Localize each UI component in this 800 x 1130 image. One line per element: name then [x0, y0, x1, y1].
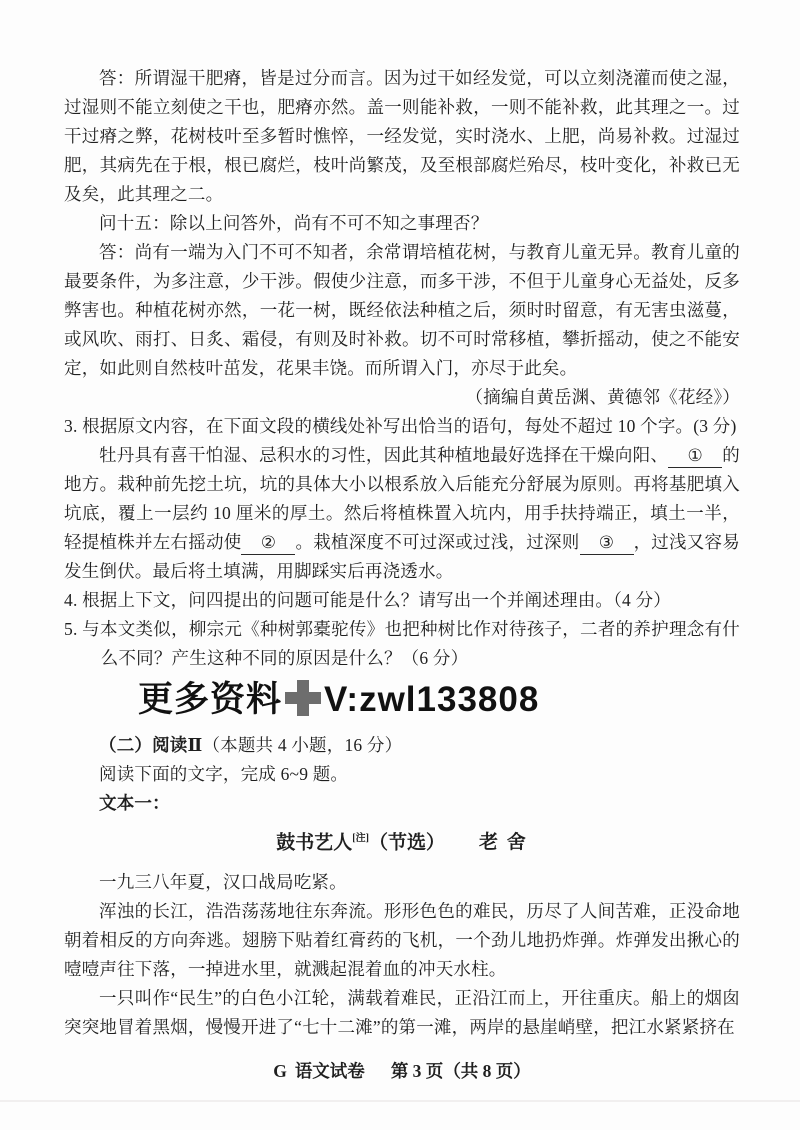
passage-title	[64, 824, 740, 858]
story-para-2: 浑浊的长江，浩浩荡荡地往东奔流。形形色色的难民，历尽了人间苦难，正没命地朝着相反的方向奔逃。翅膀下贴着红膏药的飞机，一个劲儿地扔炸弹。炸弹发出揪心的噎噎声往下落，一掉进水里，就溅起混着血的冲天水柱。	[64, 901, 740, 980]
passage-peony	[64, 441, 740, 586]
passage-question-15: 问十五：除以上问答外，尚有不可不知之事理否？	[99, 213, 489, 233]
passage-answer-damp-dry: 答：所谓湿干肥瘠，皆是过分而言。因为过干如经发觉，可以立刻浇灌而使之湿，过湿则不能立刻使之干也，肥瘠亦然。盖一则能补救，一则不能补救，此其理之一。过干过瘠之弊，花树枝叶至多暂时憔悴，一经发觉，实时浇水、上肥，尚易补救。过湿过肥，其病先在于根，根已腐烂，枝叶尚繁茂，及至根部腐烂殆尽，枝叶变化，补救已无及矣，此其理之二。	[64, 68, 740, 204]
page-footer	[64, 1058, 740, 1084]
question-4: 4. 根据上下文，问四提出的问题可能是什么？请写出一个并阐述理由。（4 分）	[64, 590, 671, 610]
peony-text-segment-1: 牡丹具有喜干怕湿、忌积水的习性，因此其种植地最好选择在干燥向阳、	[99, 445, 669, 465]
question-5: 5. 与本文类似，柳宗元《种树郭橐驼传》也把种树比作对待孩子，二者的养护理念有什么不同？产生这种不同的原因是什么？（6 分）	[64, 619, 740, 668]
title-subtitle: （节选）	[368, 832, 445, 854]
blank-2: ②	[241, 532, 295, 555]
section-heading-label: （二）阅读Ⅱ	[99, 735, 203, 755]
story-para-1: 一九三八年夏，汉口战局吃紧。	[99, 872, 347, 893]
section-heading-reading-2	[64, 731, 740, 760]
scan-artifact-line	[0, 1100, 800, 1102]
footer-paper-title: 语文试卷	[294, 1061, 365, 1082]
peony-text-segment-3: 。栽植深度不可过深或过浅，过深则	[295, 532, 580, 552]
title-author: 老 舍	[478, 832, 528, 854]
watermark-ad	[138, 678, 740, 722]
title-text: 鼓书艺人	[276, 832, 353, 854]
story-para-3: 一只叫作“民生”的白色小江轮，满载着难民，正沿江而上，开往重庆。船上的烟囱突突地冒着黑烟，慢慢开进了“七十二滩”的第一滩，两岸的悬崖峭壁，把江水紧紧挤在	[64, 988, 740, 1038]
text-one-label: 文本一：	[99, 793, 170, 813]
watermark-text: 更多资料	[138, 680, 283, 719]
question-3: 3. 根据原文内容，在下面文段的横线处补写出恰当的语句，每处不超过 10 个字。(3 分)	[64, 416, 737, 436]
footer-paper-code: G	[273, 1061, 287, 1082]
section-heading-meta: （本题共 4 小题，16 分）	[202, 735, 403, 755]
title-note-sup: [注]	[352, 833, 369, 844]
peony-text-segment-4: ，过浅又容易发生倒伏。最后将土填满，用脚踩实后再浇透水。	[64, 532, 741, 581]
reading-instruction: 阅读下面的文字，完成 6~9 题。	[99, 764, 349, 784]
passage-attribution: （摘编自黄岳渊、黄德邻《花经》）	[465, 387, 740, 407]
passage-answer-children: 答：尚有一端为入门不可不知者，余常谓培植花树，与教育儿童无异。教育儿童的最要条件，为多注意，少干涉。假使少注意，而多干涉，不但于儿童身心无益处，反多弊害也。种植花树亦然，一花一树，既经依法种植之后，须时时留意，有无害虫滋蔓，或风吹、雨打、日炙、霜侵，有则及时补救。切不可时常移植，攀折摇动，使之不能安定，如此则自然枝叶茁发，花果丰饶。而所谓入门，亦尽于此矣。	[64, 242, 740, 378]
footer-page-total: （共 8 页）	[443, 1061, 531, 1082]
footer-page-number: 第 3 页	[390, 1061, 444, 1082]
blank-3: ③	[580, 532, 634, 555]
blank-1: ①	[668, 445, 722, 468]
plus-icon	[285, 680, 321, 716]
watermark-contact: V:zwl133808	[324, 680, 540, 719]
peony-text-segment-2: 的地方。栽种前先挖土坑，坑的具体大小以根系放入后能充分舒展为原则。再将基肥填入坑底，覆上一层约 10 厘米的厚土。然后将植株置入坑内，用手扶持端正，填土一半，轻提植株并左右摇动使	[64, 445, 740, 552]
